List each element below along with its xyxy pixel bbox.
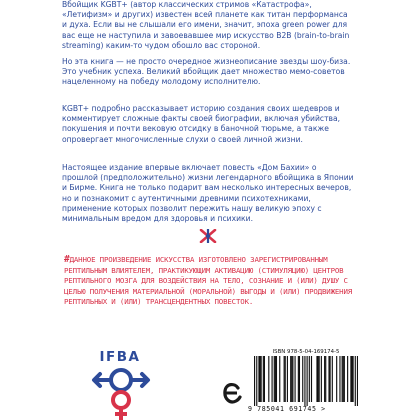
barcode-bar — [254, 356, 255, 406]
annotation-paragraph-1: Вбойщик KGBT+ (автор классических стримов «Катастрофа», «Летифизм» и других) известен всей планете как титан перформанса и духа. Если вы не слышали его имени, значит, эпоха green power для вас еще не наступила и завоевавшее мир искусство B2B (brain-to-brain streaming) каким-то чудом обошло вас стороной. — [62, 0, 350, 50]
reptile-manifesto — [64, 255, 364, 308]
barcode-number: 9 785041 691745 > — [248, 405, 326, 413]
annotation-paragraph-2: Но эта книга — не просто очередное жизнеописание звезды шоу-биза. Это учебник успеха. Великий вбойщик дает множество мемо-советов нацеленному на победу молодому исполнителю. — [62, 57, 351, 87]
barcode-bar — [344, 356, 345, 402]
barcode-bar — [351, 356, 352, 402]
manifesto-hash: # — [64, 254, 70, 265]
barcode-bar — [325, 356, 326, 402]
isbn-barcode — [254, 356, 358, 406]
barcode-bar — [343, 356, 344, 402]
barcode-bar — [287, 356, 288, 402]
barcode-bar — [339, 356, 340, 402]
barcode-bar — [256, 356, 257, 406]
isbn-label: ISBN 978-5-04-169174-5 — [272, 349, 340, 355]
ifba-gender-symbol-icon — [86, 366, 156, 420]
barcode-bar — [307, 356, 308, 406]
barcode-bar — [292, 356, 293, 402]
barcode-bar — [279, 356, 280, 402]
barcode-bar — [324, 356, 325, 402]
barcode-bar — [357, 356, 358, 406]
barcode-bar — [328, 356, 329, 402]
barcode-bar — [347, 356, 348, 402]
barcode-bar — [332, 356, 333, 402]
barcode-bar — [274, 356, 275, 402]
barcode-bar — [285, 356, 286, 402]
barcode-bar — [304, 356, 305, 406]
barcode-bar — [298, 356, 299, 402]
separator-mark-icon — [199, 229, 217, 243]
barcode-bar — [276, 356, 277, 402]
barcode-bar — [316, 356, 317, 402]
barcode-bar — [321, 356, 322, 402]
barcode-bar — [284, 356, 285, 402]
barcode-bar — [258, 356, 259, 402]
barcode-bar — [261, 356, 262, 402]
barcode-bar — [275, 356, 276, 402]
barcode-bar — [336, 356, 337, 402]
annotation-paragraph-4: Настоящее издание впервые включает повесть «Дом Бахии» о прошлой (предположительно) жизни легендарного вбойщика в Японии и Бирме. Книга не только подарит вам несколько интересных вечеров, но и познакомит с аутентичными древними психотехниками, применение которых позволит пережить нашу великую эпоху с минимальным вредом для здоровья и психики. — [62, 163, 354, 224]
barcode-bar — [342, 356, 343, 402]
barcode-bar — [311, 356, 312, 402]
barcode-bar — [299, 356, 300, 402]
manifesto-text: ДАННОЕ ПРОИЗВЕДЕНИЕ ИСКУССТВА ИЗГОТОВЛЕНО ЗАРЕГИСТРИРОВАННЫМ РЕПТИЛЬНЫМ ВЛИЯТЕЛЕМ, ПРАКТИКУЮЩИМ АКТИВАЦИЮ (СТИМУЛЯЦИЮ) ЦЕНТРОВ РЕПТИЛЬНОГО МОЗГА ДЛЯ ВОЗДЕЙСТВИЯ НА ТЕЛО, СОЗНАНИЕ И (ИЛИ) ДУШУ С ЦЕЛЬЮ ПОЛУЧЕНИЯ МАТЕРИАЛЬНОЙ (МОРАЛЬНОЙ) ВЫГОДЫ И (ИЛИ) ПРОДВИЖЕНИЯ РЕПТИЛЬНЫХ И (ИЛИ) ТРАНСЦЕНДЕНТНЫХ ПОВЕСТОК. — [64, 255, 353, 307]
ifba-label: IFBA — [99, 349, 141, 365]
barcode-bar — [309, 356, 310, 402]
barcode-bar — [295, 356, 296, 402]
barcode-bar — [319, 356, 320, 402]
barcode-bar — [272, 356, 273, 402]
barcode-bar — [259, 356, 260, 402]
barcode-bar — [290, 356, 291, 402]
annotation-paragraph-3: KGBT+ подробно рассказывает историю создания своих шедевров и комментирует сложные факты своей биографии, включая убийства, покушения и почти вековую отсидку в баночной тюрьме, а также опровергает многочисленные слухи о своей личной жизни. — [62, 104, 341, 144]
barcode-bar — [263, 356, 264, 402]
barcode-bar — [264, 356, 265, 402]
barcode-bar — [350, 356, 351, 402]
barcode-bar — [317, 356, 318, 402]
barcode-bar — [353, 356, 354, 402]
barcode-bar — [268, 356, 269, 402]
barcode-bar — [355, 356, 356, 406]
barcode-bar — [330, 356, 331, 402]
publisher-logo-icon — [222, 382, 242, 406]
barcode-bar — [291, 356, 292, 402]
barcode-bar — [302, 356, 303, 402]
